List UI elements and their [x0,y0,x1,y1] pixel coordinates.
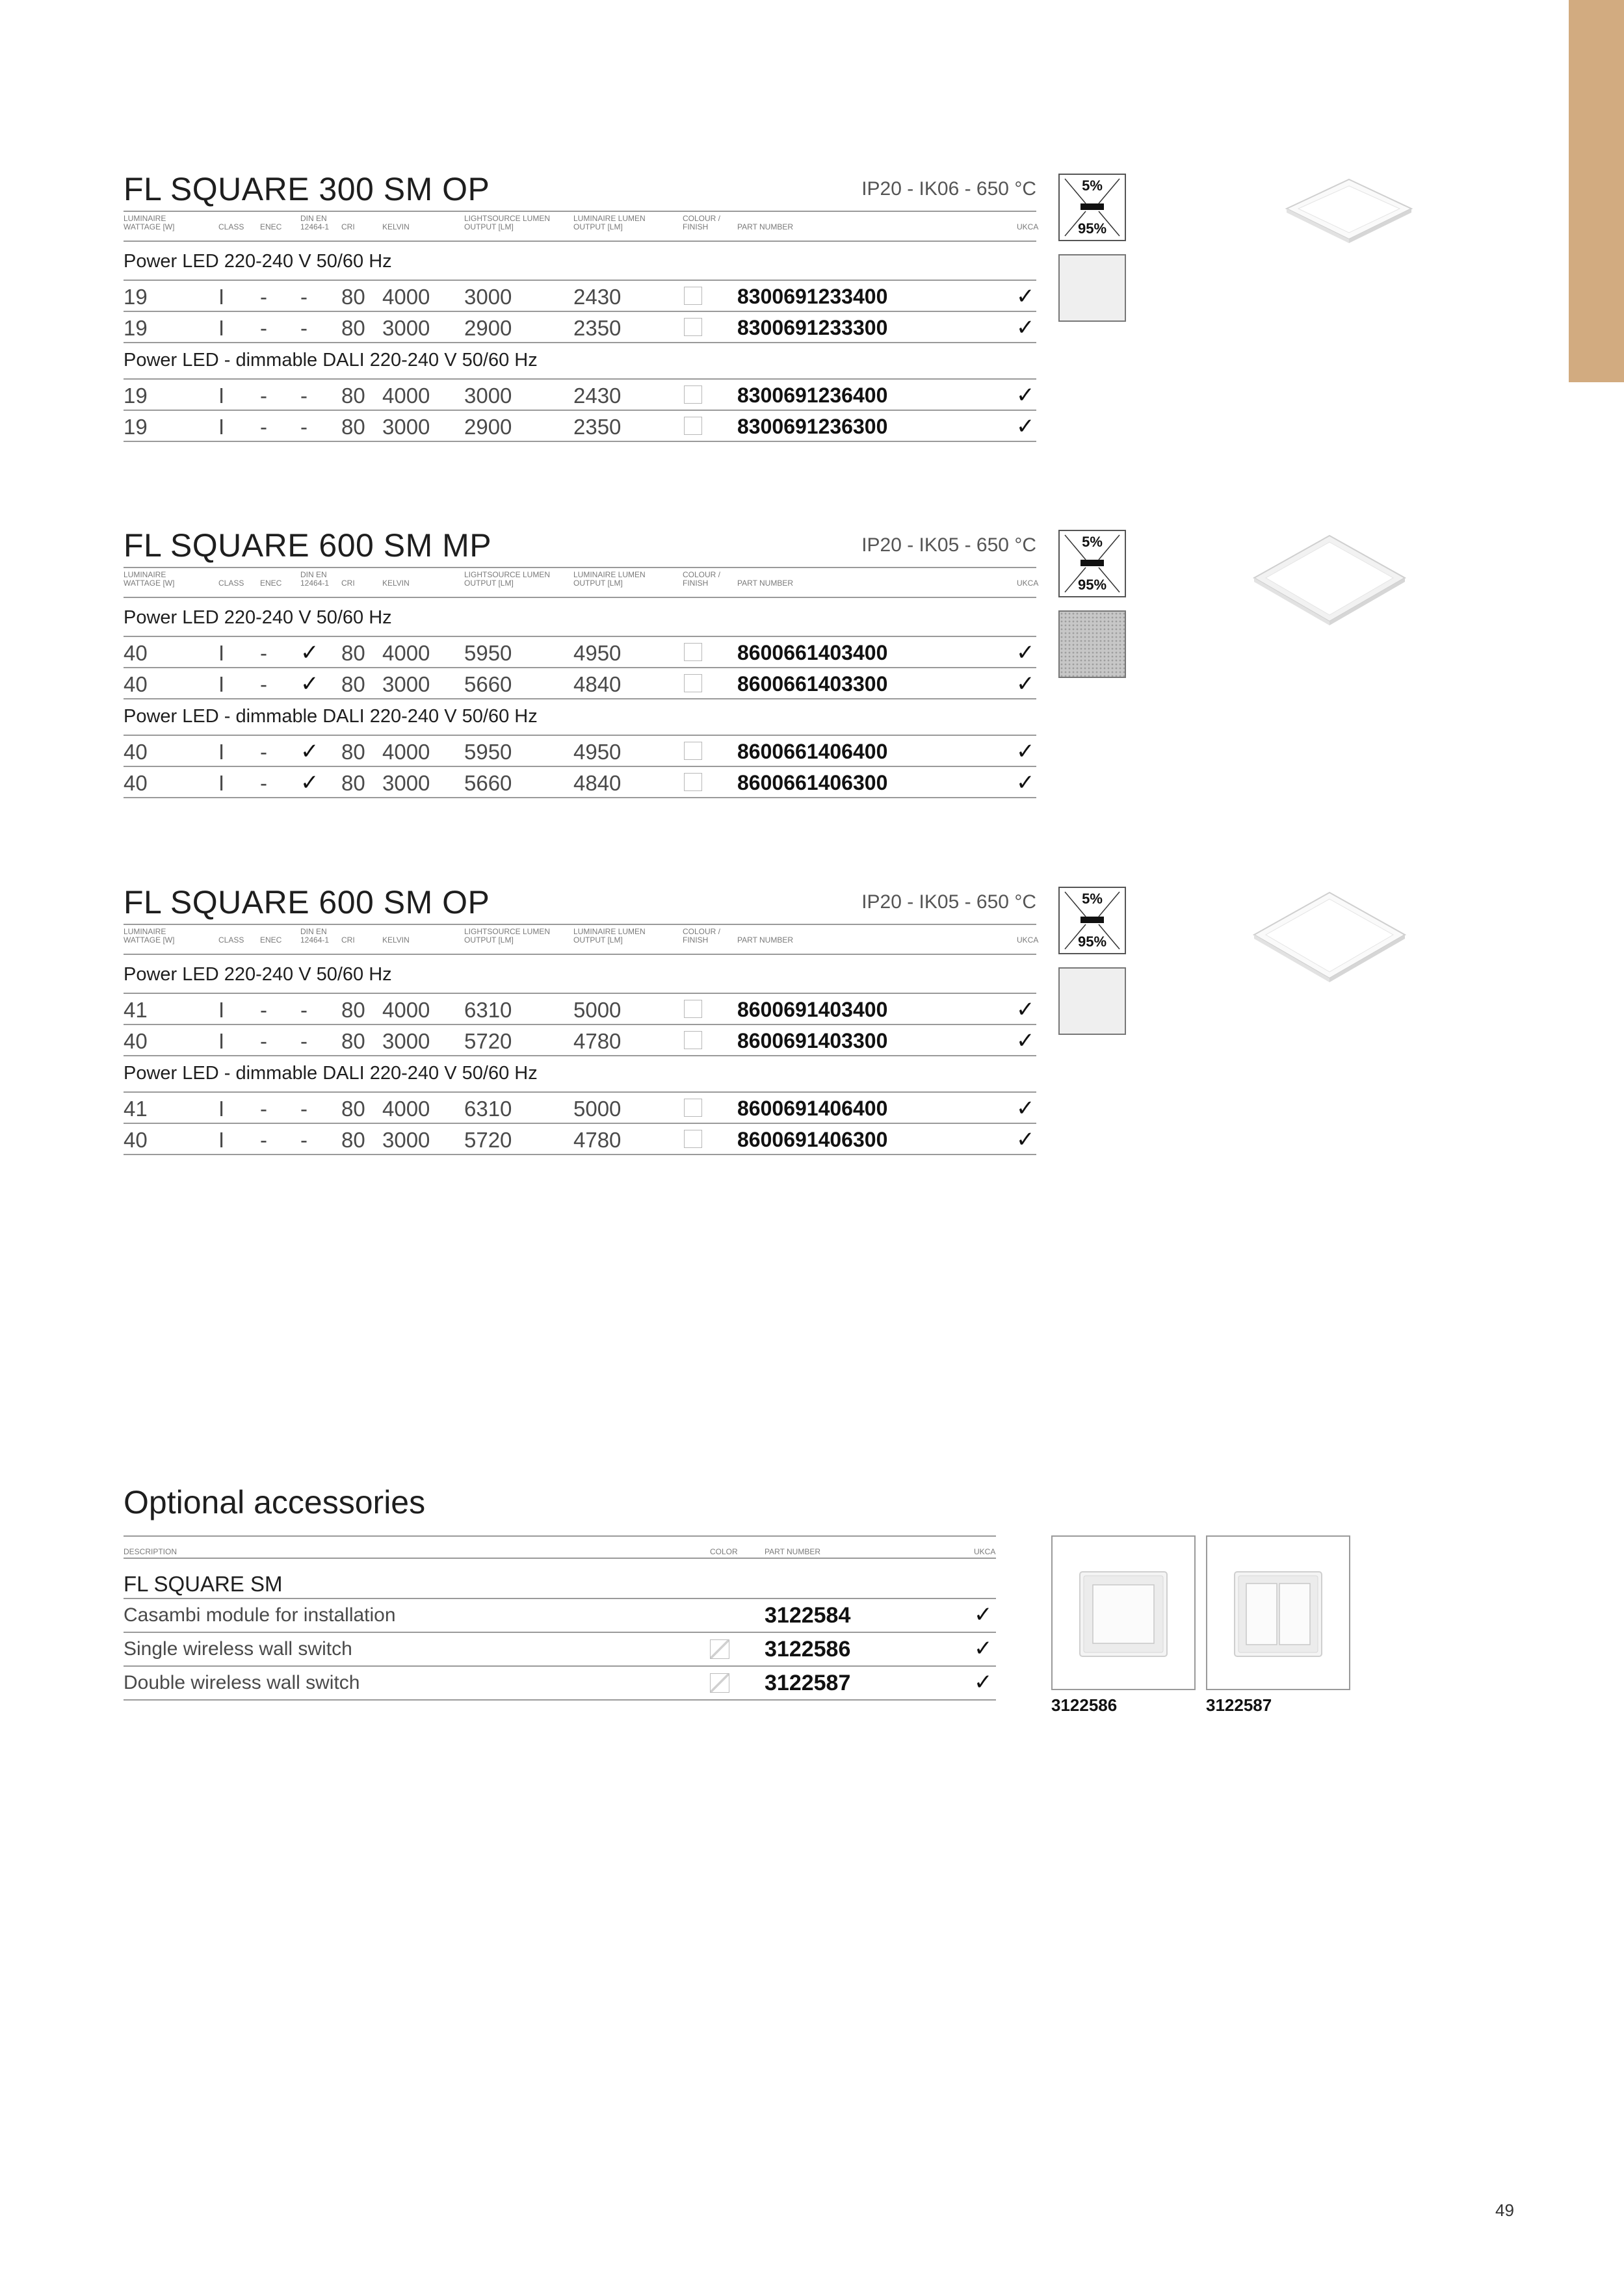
cell-enec: - [260,384,267,408]
cell-cri: 80 [341,998,365,1022]
cell-cls: I [218,998,225,1022]
cell-cri: 80 [341,384,365,408]
accessories-title: Optional accessories [124,1484,426,1520]
header-line: DIN EN [300,570,327,579]
header-line: WATTAGE [W] [124,935,175,945]
part-number: 8600691406300 [737,1128,888,1151]
part-number: 8300691233300 [737,316,888,339]
table-row [124,993,1036,1024]
header-line: FINISH [683,222,709,231]
accessory-row [124,1598,996,1632]
cell-sl: 2900 [464,415,512,439]
table-row [124,636,1036,667]
cell-sl: 3000 [464,285,512,309]
cell-ll: 2430 [573,285,622,309]
cell-din: - [300,1128,308,1152]
header-line: FINISH [683,935,709,945]
cell-sl: 5950 [464,641,512,665]
colour-swatch [684,1031,702,1049]
colour-swatch [684,1099,702,1117]
header-description: DESCRIPTION [124,1547,177,1556]
header-part-number: PART NUMBER [765,1547,821,1556]
cell-din: ✓ [300,672,319,696]
cell-cri: 80 [341,641,365,665]
cell-cri: 80 [341,672,365,696]
cell-din: - [300,285,308,309]
cell-cri: 80 [341,1029,365,1053]
cell-cls: I [218,1097,225,1121]
cell-k: 4000 [382,641,430,665]
header-wattage [124,928,174,945]
cell-sl: 5950 [464,740,512,764]
beam-down-label: 95% [1077,220,1107,237]
product-image [1251,890,1408,991]
cell-sl: 5660 [464,771,512,795]
cell-ll: 2350 [573,415,622,439]
ukca-check-icon: ✓ [1016,739,1035,764]
accessory-image-label: 3122586 [1051,1695,1118,1715]
section-rating: IP20 - IK05 - 650 °C [861,891,1036,913]
header-din [300,215,329,231]
header-source_lumen [464,215,550,231]
cell-din: - [300,415,308,439]
beam-distribution-icon [1058,530,1126,597]
ukca-check-icon: ✓ [1016,383,1035,408]
section-rating: IP20 - IK05 - 650 °C [861,534,1036,556]
cell-ll: 5000 [573,998,622,1022]
header-enec: ENEC [260,935,282,945]
cell-sl: 6310 [464,1097,512,1121]
cell-w: 41 [124,998,148,1022]
header-line: DIN EN [300,927,327,936]
part-number: 8600661403300 [737,672,888,696]
cell-ll: 4950 [573,740,622,764]
cell-cls: I [218,641,225,665]
header-color: COLOR [710,1547,738,1556]
accessory-description: Casambi module for installation [124,1604,396,1626]
ukca-check-icon: ✓ [1016,672,1035,696]
accessory-color-swatch [710,1673,729,1693]
header-source_lumen [464,571,550,588]
product-section [124,170,1039,456]
accessory-part-number: 3122587 [765,1671,851,1695]
header-colour [683,571,720,588]
accessories-group-title: FL SQUARE SM [124,1572,283,1596]
finish-swatch [1058,254,1126,322]
header-line: LUMINAIRE LUMEN [573,927,646,936]
accessory-row [124,1632,996,1665]
cell-ll: 4840 [573,672,622,696]
cell-cri: 80 [341,771,365,795]
table-row [124,311,1036,343]
ukca-check-icon: ✓ [1016,414,1035,439]
cell-cri: 80 [341,415,365,439]
accessory-row [124,1665,996,1701]
cell-k: 3000 [382,1029,430,1053]
page-number: 49 [1495,2200,1514,2220]
part-number: 8600691406400 [737,1097,888,1120]
group-title: Power LED 220-240 V 50/60 Hz [124,251,392,272]
finish-swatch [1058,967,1126,1035]
section-title: FL SQUARE 600 SM OP [124,884,490,920]
cell-cri: 80 [341,1097,365,1121]
ukca-check-icon: ✓ [1016,1127,1035,1152]
section-rating: IP20 - IK06 - 650 °C [861,178,1036,200]
table-row [124,1123,1036,1155]
header-lum_lumen [573,928,646,945]
cell-cls: I [218,1128,225,1152]
beam-up-label: 5% [1082,177,1103,194]
header-kelvin: KELVIN [382,935,410,945]
cell-k: 3000 [382,415,430,439]
accessory-part-number: 3122584 [765,1603,851,1628]
cell-din: - [300,316,308,340]
cell-enec: - [260,740,267,764]
group-title: Power LED 220-240 V 50/60 Hz [124,964,392,985]
cell-w: 40 [124,1029,148,1053]
part-number: 8600691403300 [737,1029,888,1052]
accessory-description: Double wireless wall switch [124,1672,360,1693]
finish-swatch [1058,610,1126,678]
cell-w: 40 [124,672,148,696]
header-colour [683,215,720,231]
header-din [300,928,329,945]
cell-w: 40 [124,740,148,764]
colour-swatch [684,417,702,435]
header-line: LIGHTSOURCE LUMEN [464,927,551,936]
header-ukca: UKCA [1017,579,1039,588]
cell-cls: I [218,740,225,764]
cell-cls: I [218,771,225,795]
part-number: 8300691233400 [737,285,888,308]
cell-cri: 80 [341,285,365,309]
header-source_lumen [464,928,550,945]
beam-up-label: 5% [1082,891,1103,907]
ukca-check-icon: ✓ [1016,1028,1035,1053]
part-number: 8600691403400 [737,998,888,1021]
header-line: 12464-1 [300,935,330,945]
cell-w: 40 [124,641,148,665]
header-cri: CRI [341,579,355,588]
header-enec: ENEC [260,579,282,588]
accessory-color-swatch [710,1639,729,1659]
group-title: Power LED 220-240 V 50/60 Hz [124,607,392,628]
table-header [124,924,1039,955]
cell-w: 19 [124,384,148,408]
header-class: CLASS [218,222,244,231]
header-ukca: UKCA [974,1547,996,1556]
cell-sl: 2900 [464,316,512,340]
cell-ll: 5000 [573,1097,622,1121]
colour-swatch [684,318,702,336]
ukca-check-icon: ✓ [1016,1096,1035,1121]
cell-sl: 3000 [464,384,512,408]
header-din [300,571,329,588]
cell-ll: 4780 [573,1029,622,1053]
header-part: PART NUMBER [737,579,794,588]
table-row [124,735,1036,766]
cell-sl: 5720 [464,1128,512,1152]
colour-swatch [684,1000,702,1018]
table-header [124,567,1039,598]
cell-ll: 4780 [573,1128,622,1152]
header-wattage [124,571,174,588]
cell-enec: - [260,1128,267,1152]
header-class: CLASS [218,935,244,945]
cell-din: - [300,384,308,408]
cell-din: ✓ [300,739,319,764]
ukca-check-icon: ✓ [974,1670,993,1695]
ukca-check-icon: ✓ [1016,284,1035,309]
cell-enec: - [260,316,267,340]
header-line: COLOUR / [683,570,721,579]
header-line: FINISH [683,579,709,588]
cell-w: 19 [124,415,148,439]
header-kelvin: KELVIN [382,222,410,231]
cell-din: ✓ [300,770,319,795]
part-number: 8600661403400 [737,641,888,664]
header-line: 12464-1 [300,579,330,588]
cell-ll: 4950 [573,641,622,665]
header-kelvin: KELVIN [382,579,410,588]
header-colour [683,928,720,945]
header-ukca: UKCA [1017,222,1039,231]
product-section [124,883,1039,1169]
header-line: OUTPUT [LM] [573,222,623,231]
colour-swatch [684,1130,702,1148]
table-row [124,667,1036,699]
header-line: LUMINAIRE [124,927,166,936]
cell-sl: 6310 [464,998,512,1022]
cell-sl: 5660 [464,672,512,696]
header-line: LIGHTSOURCE LUMEN [464,570,551,579]
accessory-image-label: 3122587 [1206,1695,1272,1715]
header-line: OUTPUT [LM] [464,222,514,231]
beam-down-label: 95% [1077,577,1107,593]
header-cri: CRI [341,222,355,231]
header-line: COLOUR / [683,927,721,936]
header-line: LUMINAIRE [124,570,166,579]
cell-w: 40 [124,1128,148,1152]
header-enec: ENEC [260,222,282,231]
cell-w: 40 [124,771,148,795]
part-number: 8600661406400 [737,740,888,763]
part-number: 8600661406300 [737,771,888,794]
accessory-description: Single wireless wall switch [124,1638,352,1660]
part-number: 8300691236300 [737,415,888,438]
header-part: PART NUMBER [737,935,794,945]
cell-enec: - [260,1029,267,1053]
cell-enec: - [260,285,267,309]
ukca-check-icon: ✓ [1016,997,1035,1022]
cell-k: 3000 [382,771,430,795]
cell-cls: I [218,672,225,696]
section-title: FL SQUARE 300 SM OP [124,171,490,207]
ukca-check-icon: ✓ [1016,315,1035,340]
part-number: 8300691236400 [737,384,888,407]
header-line: OUTPUT [LM] [573,579,623,588]
table-row [124,280,1036,311]
header-line: 12464-1 [300,222,330,231]
beam-down-label: 95% [1077,933,1107,950]
accessory-part-number: 3122586 [765,1637,851,1662]
ukca-check-icon: ✓ [974,1602,993,1627]
cell-w: 41 [124,1097,148,1121]
ukca-check-icon: ✓ [1016,640,1035,665]
cell-ll: 2350 [573,316,622,340]
cell-enec: - [260,1097,267,1121]
cell-enec: - [260,672,267,696]
table-header [124,211,1039,242]
cell-cls: I [218,415,225,439]
cell-cri: 80 [341,316,365,340]
table-row [124,378,1036,410]
cell-din: - [300,998,308,1022]
cell-cls: I [218,316,225,340]
cell-cls: I [218,285,225,309]
header-part: PART NUMBER [737,222,794,231]
cell-k: 4000 [382,1097,430,1121]
section-title: FL SQUARE 600 SM MP [124,527,492,564]
product-image [1251,533,1408,634]
cell-enec: - [260,998,267,1022]
cell-k: 4000 [382,998,430,1022]
header-cri: CRI [341,935,355,945]
header-line: LUMINAIRE [124,214,166,223]
cell-w: 19 [124,285,148,309]
cell-enec: - [260,641,267,665]
colour-swatch [684,773,702,791]
header-line: OUTPUT [LM] [464,579,514,588]
group-title: Power LED - dimmable DALI 220-240 V 50/60 Hz [124,706,538,727]
cell-k: 4000 [382,285,430,309]
table-row [124,410,1036,442]
colour-swatch [684,287,702,305]
header-line: DIN EN [300,214,327,223]
product-image [1284,177,1414,252]
header-line: LUMINAIRE LUMEN [573,570,646,579]
header-wattage [124,215,174,231]
cell-din: - [300,1029,308,1053]
header-lum_lumen [573,571,646,588]
cell-din: ✓ [300,640,319,665]
table-row [124,1024,1036,1056]
cell-cri: 80 [341,740,365,764]
header-line: LUMINAIRE LUMEN [573,214,646,223]
colour-swatch [684,643,702,661]
header-line: WATTAGE [W] [124,222,175,231]
colour-swatch [684,385,702,404]
cell-cls: I [218,384,225,408]
cell-k: 3000 [382,1128,430,1152]
cell-enec: - [260,771,267,795]
cell-k: 3000 [382,672,430,696]
group-title: Power LED - dimmable DALI 220-240 V 50/60 Hz [124,350,538,371]
cell-cri: 80 [341,1128,365,1152]
cell-k: 4000 [382,384,430,408]
header-class: CLASS [218,579,244,588]
header-line: WATTAGE [W] [124,579,175,588]
accessories-table-header [124,1535,996,1559]
cell-enec: - [260,415,267,439]
ukca-check-icon: ✓ [1016,770,1035,795]
beam-distribution-icon [1058,887,1126,954]
cell-k: 3000 [382,316,430,340]
product-section [124,527,1039,813]
double-switch-image [1206,1535,1350,1690]
beam-up-label: 5% [1082,534,1103,550]
group-title: Power LED - dimmable DALI 220-240 V 50/60 Hz [124,1063,538,1084]
header-lum_lumen [573,215,646,231]
cell-sl: 5720 [464,1029,512,1053]
table-row [124,1091,1036,1123]
header-ukca: UKCA [1017,935,1039,945]
header-line: OUTPUT [LM] [573,935,623,945]
cell-ll: 2430 [573,384,622,408]
colour-swatch [684,674,702,692]
header-line: LIGHTSOURCE LUMEN [464,214,551,223]
ukca-check-icon: ✓ [974,1636,993,1661]
cell-w: 19 [124,316,148,340]
cell-k: 4000 [382,740,430,764]
header-line: OUTPUT [LM] [464,935,514,945]
single-switch-image [1051,1535,1196,1690]
header-line: COLOUR / [683,214,721,223]
chapter-tab [1569,0,1624,382]
colour-swatch [684,742,702,760]
beam-distribution-icon [1058,174,1126,241]
cell-din: - [300,1097,308,1121]
cell-ll: 4840 [573,771,622,795]
table-row [124,766,1036,798]
cell-cls: I [218,1029,225,1053]
